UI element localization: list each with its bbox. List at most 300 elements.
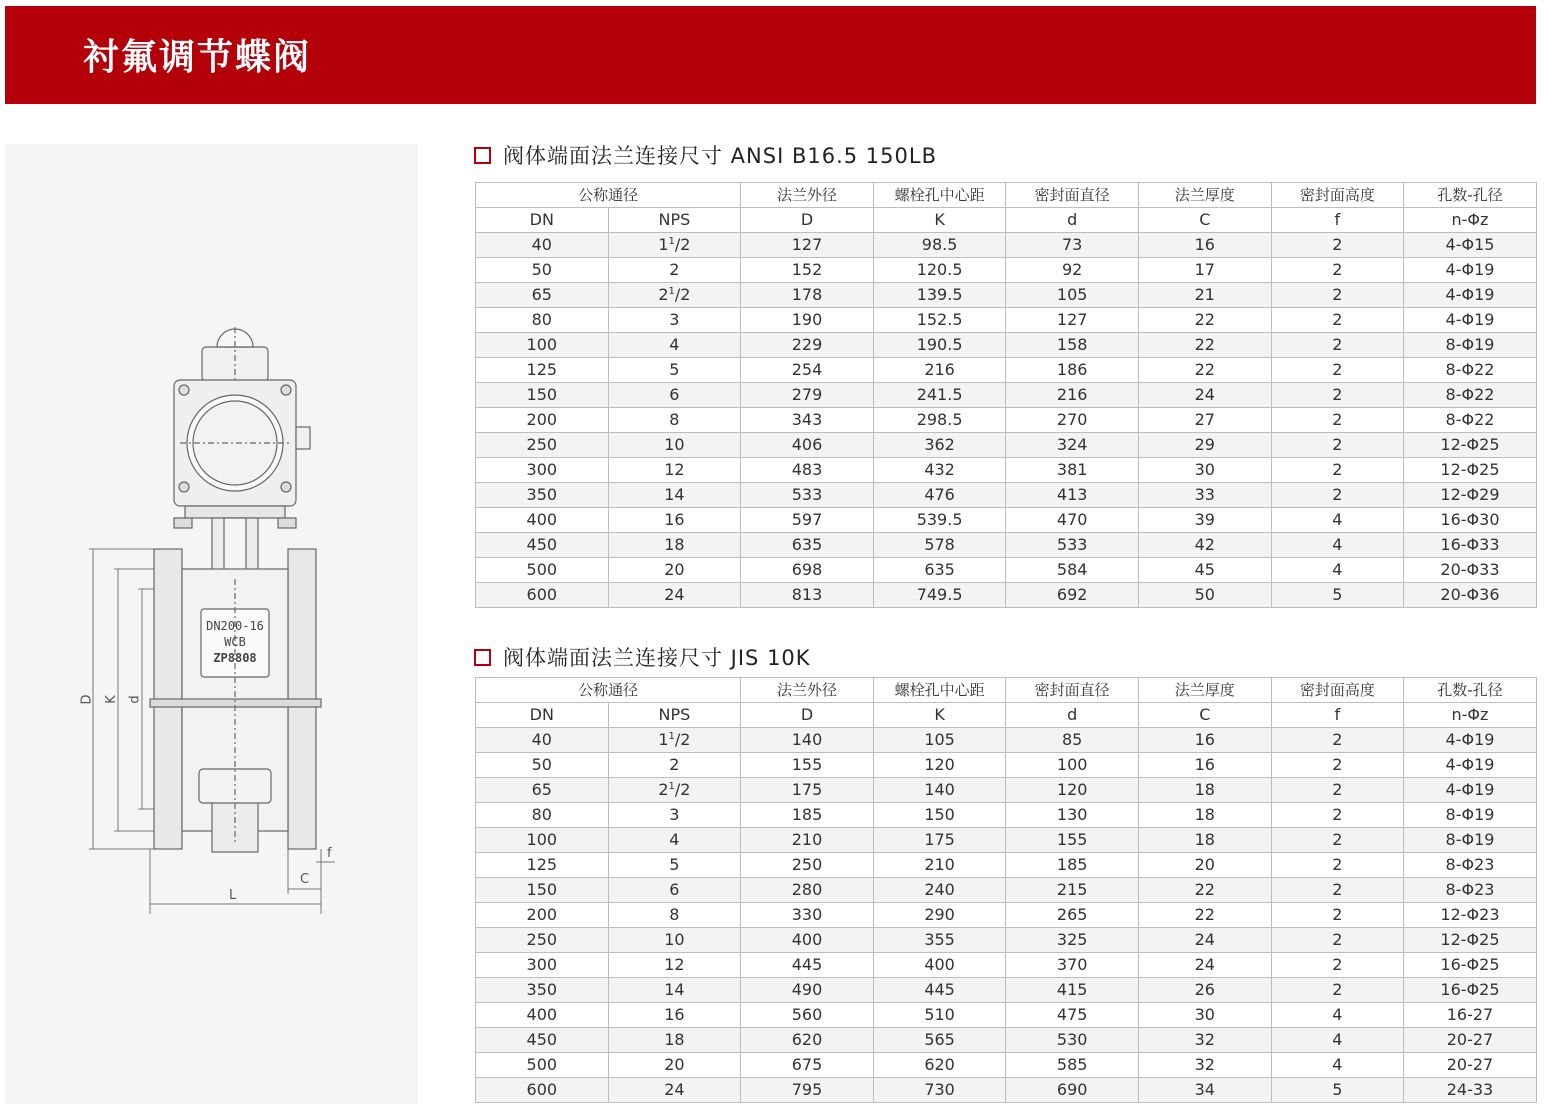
table-cell: 2 [1271,408,1404,433]
table-cell: 280 [741,878,874,903]
table-row [476,308,1537,333]
table-cell: 350 [476,978,609,1003]
table-row [476,728,1537,753]
table-cell: 85 [1006,728,1139,753]
table-cell: 241.5 [873,383,1006,408]
table-cell: 620 [873,1053,1006,1078]
table-cell: 533 [741,483,874,508]
table-cell: 80 [476,803,609,828]
table-cell: 400 [873,953,1006,978]
table-cell: 216 [873,358,1006,383]
table-cell: 14 [608,978,741,1003]
table-cell: 33 [1138,483,1271,508]
table-cell: 3 [608,308,741,333]
table-cell: 413 [1006,483,1139,508]
table-cell: 10 [608,928,741,953]
column-group-header: 孔数-孔径 [1404,678,1537,703]
table-cell: 155 [1006,828,1139,853]
dimension-label-f: f [327,846,332,861]
table-cell: 140 [741,728,874,753]
table-row [476,333,1537,358]
table-cell: 2 [1271,853,1404,878]
table-cell: 585 [1006,1053,1139,1078]
table-cell: 65 [476,778,609,803]
table-cell: 8 [608,903,741,928]
valve-drawing-panel [5,144,418,1104]
table-cell: 2 [1271,828,1404,853]
table-cell: 432 [873,458,1006,483]
table-cell: 795 [741,1078,874,1103]
table-cell: 578 [873,533,1006,558]
table-cell: 4-Φ19 [1404,728,1537,753]
table-cell: 150 [873,803,1006,828]
table-cell: 12-Φ23 [1404,903,1537,928]
column-group-header: 孔数-孔径 [1404,183,1537,208]
table-cell: 355 [873,928,1006,953]
table-cell: 20-Φ36 [1404,583,1537,608]
column-group-header: 螺栓孔中心距 [873,183,1006,208]
table-row [476,258,1537,283]
table-cell: 92 [1006,258,1139,283]
table-cell: 8-Φ19 [1404,803,1537,828]
table-cell: 18 [608,533,741,558]
table-cell: 185 [1006,853,1139,878]
valve-nameplate [201,618,269,666]
table-cell: 12 [608,953,741,978]
table-cell: 2 [1271,753,1404,778]
table-cell: 12-Φ29 [1404,483,1537,508]
column-header: C [1138,208,1271,233]
nps-fraction-denominator: /2 [674,235,691,254]
table-cell: 175 [873,828,1006,853]
table-cell: 2 [1271,978,1404,1003]
table-cell: 565 [873,1028,1006,1053]
table-cell: 635 [873,558,1006,583]
column-group-header: 法兰外径 [741,183,874,208]
table-cell: 125 [476,358,609,383]
table-cell: 298.5 [873,408,1006,433]
table-cell: 50 [1138,583,1271,608]
table-cell: 362 [873,433,1006,458]
table-row [476,828,1537,853]
table-cell: 2 [1271,283,1404,308]
table-cell: 620 [741,1028,874,1053]
column-group-header: 公称通径 [476,183,741,208]
table-cell: 510 [873,1003,1006,1028]
table-cell: 250 [741,853,874,878]
column-header: DN [476,703,609,728]
column-group-header: 密封面直径 [1006,183,1139,208]
table-cell: 39 [1138,508,1271,533]
nps-whole: 2 [658,285,669,304]
table-cell: 2 [1271,433,1404,458]
table-cell: 400 [476,1003,609,1028]
table-cell: 4-Φ19 [1404,778,1537,803]
table-cell: 22 [1138,878,1271,903]
table-cell [608,728,741,753]
table-cell: 490 [741,978,874,1003]
table-cell: 18 [1138,828,1271,853]
table-cell: 29 [1138,433,1271,458]
table-cell: 300 [476,953,609,978]
table-cell: 30 [1138,1003,1271,1028]
nps-whole: 1 [658,235,669,254]
table-cell: 560 [741,1003,874,1028]
table-cell: 34 [1138,1078,1271,1103]
table-cell: 635 [741,533,874,558]
table-row [476,358,1537,383]
table-cell: 130 [1006,803,1139,828]
table-cell: 600 [476,583,609,608]
table-cell: 4 [1271,508,1404,533]
table-row [476,283,1537,308]
table-cell: 2 [1271,358,1404,383]
table-row [476,978,1537,1003]
column-header: f [1271,208,1404,233]
table-cell: 98.5 [873,233,1006,258]
table-cell [608,778,741,803]
table-cell: 16 [1138,233,1271,258]
column-group-header: 螺栓孔中心距 [873,678,1006,703]
table-cell: 483 [741,458,874,483]
table-cell: 24 [1138,953,1271,978]
table-cell: 185 [741,803,874,828]
table-cell: 50 [476,258,609,283]
table-cell: 4-Φ19 [1404,258,1537,283]
table-cell: 500 [476,558,609,583]
table-cell: 8-Φ19 [1404,333,1537,358]
table-cell: 100 [476,333,609,358]
table-cell: 813 [741,583,874,608]
square-bullet-icon [474,147,491,164]
table-cell: 290 [873,903,1006,928]
table-cell: 32 [1138,1028,1271,1053]
table-cell: 200 [476,408,609,433]
table-cell: 10 [608,433,741,458]
table-row [476,1078,1537,1103]
column-header: n-Φz [1404,703,1537,728]
table-cell: 597 [741,508,874,533]
table-row [476,233,1537,258]
table-cell: 20-Φ33 [1404,558,1537,583]
table-cell: 40 [476,728,609,753]
nps-fraction-numerator: 1 [668,731,675,742]
table-cell: 749.5 [873,583,1006,608]
header-row [476,678,1537,703]
header-row [476,703,1537,728]
table-cell: 533 [1006,533,1139,558]
table-cell: 65 [476,283,609,308]
nps-fraction-denominator: /2 [674,285,691,304]
table-cell: 190 [741,308,874,333]
table-cell: 8-Φ22 [1404,358,1537,383]
column-group-header: 法兰外径 [741,678,874,703]
table-cell: 4-Φ19 [1404,283,1537,308]
table-cell: 406 [741,433,874,458]
table-row [476,583,1537,608]
table-cell: 2 [1271,953,1404,978]
table-cell: 324 [1006,433,1139,458]
table-cell: 27 [1138,408,1271,433]
column-group-header: 法兰厚度 [1138,678,1271,703]
table-cell: 16 [1138,753,1271,778]
table-cell: 216 [1006,383,1139,408]
table-cell: 140 [873,778,1006,803]
dimension-label-d: d [127,695,143,704]
table-cell: 698 [741,558,874,583]
table-cell: 2 [608,258,741,283]
table-cell: 105 [873,728,1006,753]
table-cell: 8-Φ19 [1404,828,1537,853]
table-cell: 50 [476,753,609,778]
table-cell: 250 [476,928,609,953]
table-row [476,878,1537,903]
dimension-label-D: D [79,694,95,705]
table-cell: 5 [1271,583,1404,608]
header-row [476,183,1537,208]
table-cell: 400 [476,508,609,533]
table-cell: 2 [1271,483,1404,508]
table-cell: 20-27 [1404,1053,1537,1078]
table-cell: 200 [476,903,609,928]
table-cell: 470 [1006,508,1139,533]
table-cell [608,283,741,308]
column-header: NPS [608,703,741,728]
table-cell: 240 [873,878,1006,903]
table-cell: 45 [1138,558,1271,583]
table-cell: 325 [1006,928,1139,953]
table-row [476,778,1537,803]
table-cell: 120 [873,753,1006,778]
table-cell: 2 [1271,233,1404,258]
table-cell: 22 [1138,903,1271,928]
table-cell: 127 [741,233,874,258]
table-cell: 127 [1006,308,1139,333]
table-cell: 675 [741,1053,874,1078]
table-cell: 20 [608,1053,741,1078]
table-cell: 250 [476,433,609,458]
table-cell: 476 [873,483,1006,508]
table-cell: 210 [741,828,874,853]
table-cell: 24-33 [1404,1078,1537,1103]
column-header: D [741,208,874,233]
table-cell: 16-27 [1404,1003,1537,1028]
table-cell: 14 [608,483,741,508]
page-title: 衬氟调节蝶阀 [83,37,312,78]
table-cell: 120.5 [873,258,1006,283]
table-cell: 32 [1138,1053,1271,1078]
table-cell: 186 [1006,358,1139,383]
dimension-label-K: K [103,695,119,704]
table-cell: 16-Φ25 [1404,953,1537,978]
table-cell: 18 [1138,778,1271,803]
header-row [476,208,1537,233]
section-heading-ansi [474,141,937,169]
table-cell: 229 [741,333,874,358]
table-cell: 2 [1271,333,1404,358]
table-row [476,533,1537,558]
column-group-header: 公称通径 [476,678,741,703]
table-cell: 20-27 [1404,1028,1537,1053]
section-title-ansi: 阀体端面法兰连接尺寸 ANSI B16.5 150LB [503,144,937,168]
column-header: NPS [608,208,741,233]
column-header: f [1271,703,1404,728]
table-row [476,853,1537,878]
table-cell: 4 [1271,533,1404,558]
table-cell: 2 [1271,803,1404,828]
table-cell: 2 [1271,458,1404,483]
table-cell: 16-Φ33 [1404,533,1537,558]
table-cell: 254 [741,358,874,383]
table-row [476,1053,1537,1078]
table-row [476,383,1537,408]
table-row [476,928,1537,953]
table-cell: 100 [476,828,609,853]
table-cell: 2 [1271,928,1404,953]
table-cell: 5 [1271,1078,1404,1103]
table-cell: 18 [608,1028,741,1053]
table-cell: 2 [608,753,741,778]
ansi-flange-table [475,182,1537,608]
table-cell: 4-Φ15 [1404,233,1537,258]
square-bullet-icon [474,649,491,666]
column-group-header: 法兰厚度 [1138,183,1271,208]
table-row [476,408,1537,433]
nameplate-line-3: ZP8808 [213,651,257,665]
column-header: n-Φz [1404,208,1537,233]
table-cell: 175 [741,778,874,803]
table-cell: 6 [608,383,741,408]
table-cell: 4 [1271,1053,1404,1078]
table-cell: 24 [608,583,741,608]
table-cell: 24 [608,1078,741,1103]
nps-fraction-numerator: 1 [668,236,675,247]
nps-fraction-denominator: /2 [674,780,691,799]
table-cell: 370 [1006,953,1139,978]
table-cell: 600 [476,1078,609,1103]
table-cell: 2 [1271,383,1404,408]
table-cell: 381 [1006,458,1139,483]
table-cell: 4 [608,333,741,358]
table-cell: 24 [1138,383,1271,408]
table-cell: 270 [1006,408,1139,433]
table-cell: 5 [608,358,741,383]
table-cell: 300 [476,458,609,483]
table-row [476,1028,1537,1053]
table-row [476,803,1537,828]
table-row [476,483,1537,508]
table-cell: 30 [1138,458,1271,483]
table-row [476,953,1537,978]
jis-flange-table [475,677,1537,1103]
table-cell: 450 [476,533,609,558]
table-cell: 730 [873,1078,1006,1103]
column-group-header: 密封面直径 [1006,678,1139,703]
table-cell: 16-Φ30 [1404,508,1537,533]
section-title-jis: 阀体端面法兰连接尺寸 JIS 10K [503,646,811,670]
nps-fraction-denominator: /2 [674,730,691,749]
dimension-label-L: L [229,888,237,903]
table-cell: 155 [741,753,874,778]
table-cell: 415 [1006,978,1139,1003]
table-cell: 21 [1138,283,1271,308]
table-cell: 475 [1006,1003,1139,1028]
title-banner [5,6,1536,104]
table-cell: 16 [608,1003,741,1028]
table-cell: 26 [1138,978,1271,1003]
table-cell: 2 [1271,308,1404,333]
column-header: C [1138,703,1271,728]
table-cell: 4 [1271,1003,1404,1028]
table-cell: 73 [1006,233,1139,258]
table-cell: 178 [741,283,874,308]
nps-whole: 2 [658,780,669,799]
table-cell: 215 [1006,878,1139,903]
table-cell: 12-Φ25 [1404,433,1537,458]
table-cell: 2 [1271,778,1404,803]
section-heading-jis [474,643,811,671]
table-cell: 12-Φ25 [1404,928,1537,953]
table-row [476,903,1537,928]
column-header: d [1006,208,1139,233]
table-cell: 2 [1271,878,1404,903]
nameplate-line-2: WCB [224,635,246,649]
table-cell: 530 [1006,1028,1139,1053]
table-cell: 150 [476,878,609,903]
table-cell: 8-Φ23 [1404,853,1537,878]
table-cell: 265 [1006,903,1139,928]
table-cell: 279 [741,383,874,408]
table-cell: 8-Φ23 [1404,878,1537,903]
table-cell: 343 [741,408,874,433]
table-cell: 12-Φ25 [1404,458,1537,483]
table-cell: 2 [1271,903,1404,928]
table-cell: 16-Φ25 [1404,978,1537,1003]
table-cell: 445 [741,953,874,978]
table-cell: 445 [873,978,1006,1003]
column-group-header: 密封面高度 [1271,678,1404,703]
table-cell: 2 [1271,258,1404,283]
table-cell: 210 [873,853,1006,878]
table-cell: 400 [741,928,874,953]
table-cell: 692 [1006,583,1139,608]
table-cell: 100 [1006,753,1139,778]
nameplate-line-1: DN200-16 [206,619,264,633]
column-header: d [1006,703,1139,728]
table-cell: 22 [1138,333,1271,358]
table-cell: 150 [476,383,609,408]
table-cell: 6 [608,878,741,903]
table-cell: 4-Φ19 [1404,753,1537,778]
table-cell: 8 [608,408,741,433]
table-cell: 158 [1006,333,1139,358]
table-cell: 330 [741,903,874,928]
table-cell: 4 [1271,558,1404,583]
table-cell: 20 [1138,853,1271,878]
table-cell: 8-Φ22 [1404,408,1537,433]
table-cell: 16 [608,508,741,533]
table-cell: 3 [608,803,741,828]
table-cell: 190.5 [873,333,1006,358]
table-row [476,1003,1537,1028]
table-cell: 139.5 [873,283,1006,308]
table-cell: 120 [1006,778,1139,803]
table-cell: 5 [608,853,741,878]
table-cell: 20 [608,558,741,583]
table-cell: 18 [1138,803,1271,828]
table-cell: 539.5 [873,508,1006,533]
nps-fraction-numerator: 1 [668,781,675,792]
